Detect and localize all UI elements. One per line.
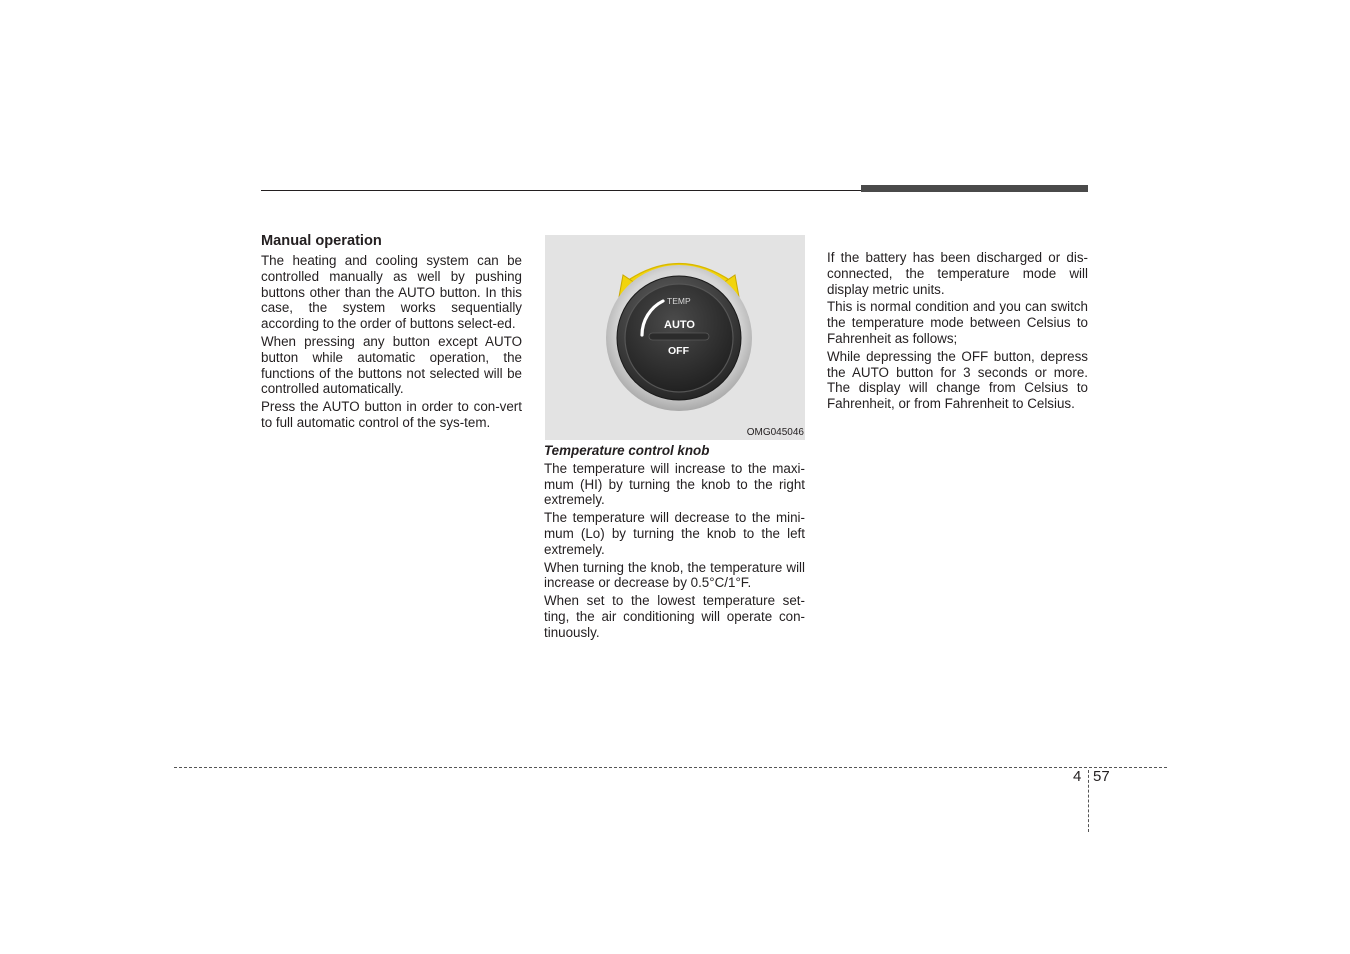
footer-dashed-divider [1088,770,1089,832]
temperature-mode-column [827,250,1088,414]
temperature-knob-figure [545,235,805,440]
section-heading: Manual operation [261,233,382,249]
paragraph: When set to the lowest temperature set-ting, the air conditioning will operate con-tinuously. [544,593,805,640]
page-number: 57 [1093,768,1110,785]
chapter-number: 4 [1073,768,1082,785]
figure-code: OMG045046 [746,427,804,438]
manual-operation-column [261,232,522,433]
header-rule [261,190,861,191]
paragraph: If the battery has been discharged or dis-connected, the temperature mode will display metric units. [827,250,1088,297]
knob-label-off: OFF [668,345,689,357]
paragraph: When turning the knob, the temperature will increase or decrease by 0.5°C/1°F. [544,559,805,591]
paragraph: This is normal condition and you can switch the temperature mode between Celsius to Fahrenheit as follows; [827,299,1088,346]
paragraph: The temperature will increase to the maxi-mum (HI) by turning the knob to the right extremely. [544,460,805,508]
paragraph: When pressing any button except AUTO button while automatic operation, the functions of the buttons not selected will be controlled automatically. [261,333,522,397]
knob-label-auto: AUTO [664,319,695,331]
paragraph: Press the AUTO button in order to con-vert to full automatic control of the sys-tem. [261,399,522,430]
knob-label-temp: TEMP [667,296,691,306]
temperature-knob-illustration [545,235,805,440]
paragraph: The temperature will decrease to the mini-mum (Lo) by turning the knob to the left extremely. [544,510,805,557]
footer-dashed-rule [174,767,1167,768]
paragraph: While depressing the OFF button, depress the AUTO button for 3 seconds or more. The display will change from Celsius to Fahrenheit, or from Fahrenheit to Celsius. [827,348,1088,412]
header-bar [861,185,1088,192]
paragraph: The heating and cooling system can be controlled manually as well by pushing buttons other than the AUTO button. In this case, the system works sequentially according to the order of buttons select-ed. [261,253,522,332]
temperature-knob-column [544,443,805,643]
figure-caption: Temperature control knob [544,443,710,458]
